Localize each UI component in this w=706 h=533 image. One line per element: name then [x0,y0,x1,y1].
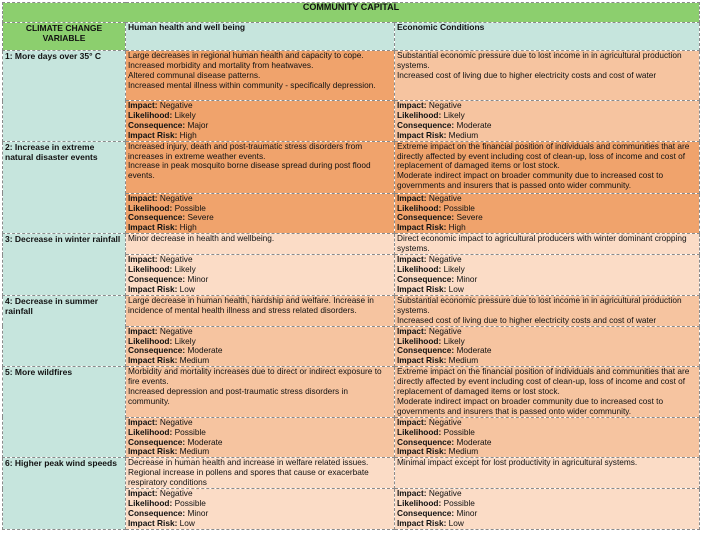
impact-label: Impact: [397,488,427,499]
table-body [3,51,700,530]
risk-value: Medium [179,355,210,366]
health-impact-cell [126,101,395,142]
likelihood-label: Likelihood: [397,264,442,275]
risk-value: High [179,129,197,140]
impact-value: Negative [428,100,462,110]
risk-line [128,131,392,141]
risk-value: Low [448,517,464,528]
consequence-value: Moderate [187,345,223,356]
likelihood-value: Possible [174,426,206,437]
column-header-variable: CLIMATE CHANGE VARIABLE [3,23,126,51]
impact-label: Impact: [397,100,427,110]
table-row [3,234,700,255]
impact-value: Negative [159,193,193,203]
health-description-cell [126,458,395,489]
risk-label: Impact Risk: [128,446,178,457]
consequence-label: Consequence: [128,119,186,130]
consequence-label: Consequence: [128,436,186,447]
impact-label: Impact: [397,326,427,336]
likelihood-label: Likelihood: [128,498,173,508]
likelihood-label: Likelihood: [128,426,173,437]
risk-label: Impact Risk: [397,283,447,294]
impact-value: Negative [428,488,462,499]
health-description-line: Increased morbidity and mortality from heatwaves. [128,59,314,70]
likelihood-label: Likelihood: [128,264,173,275]
economic-description-cell [395,141,700,193]
risk-label: Impact Risk: [397,446,447,457]
risk-line [128,447,392,457]
impact-label: Impact: [397,193,427,203]
consequence-value: Moderate [456,436,492,447]
risk-line [128,223,392,233]
health-impact-cell [126,417,395,458]
likelihood-value: Possible [443,498,475,508]
health-description-line: Increased mental illness within community - specifically depression. [128,79,376,90]
climate-variable-cell: 6: Higher peak wind speeds [3,458,126,529]
impact-value: Negative [159,488,193,499]
impact-value: Negative [428,193,462,203]
impact-label: Impact: [128,417,158,427]
health-description-cell [126,295,395,326]
economic-description-cell [395,51,700,101]
health-description-cell [126,51,395,101]
health-description-cell [126,367,395,418]
consequence-label: Consequence: [128,212,186,223]
climate-variable-cell: 5: More wildfires [3,367,126,458]
health-description-line: Minor decrease in health and wellbeing. [128,233,275,244]
impact-value: Negative [159,417,193,427]
likelihood-label: Likelihood: [397,335,442,346]
risk-label: Impact Risk: [128,129,178,140]
health-description-line: Increase in peak mosquito borne disease spread during post flood events. [128,160,371,181]
consequence-label: Consequence: [397,507,455,518]
economic-description-cell [395,234,700,255]
likelihood-label: Likelihood: [128,335,173,346]
column-header-health: Human health and well being [126,23,395,51]
likelihood-label: Likelihood: [397,109,442,120]
health-description-cell [126,141,395,193]
impact-value: Negative [428,254,462,265]
risk-line [397,447,697,457]
economic-description-line: Moderate indirect impact on broader community due to increased cost to governments and insurers that is passed onto wider community. [397,170,664,191]
economic-description-cell [395,367,700,418]
impact-line [397,327,697,337]
consequence-value: Severe [187,212,214,223]
economic-description-cell [395,458,700,489]
consequence-value: Minor [187,507,209,518]
health-description-line: Increased injury, death and post-traumatic stress disorders from increases in extreme weather events. [128,141,363,161]
risk-label: Impact Risk: [397,517,447,528]
likelihood-value: Possible [174,202,206,213]
consequence-value: Moderate [456,345,492,356]
risk-value: Low [179,283,195,294]
risk-value: Medium [448,446,479,457]
likelihood-value: Likely [443,335,465,346]
risk-label: Impact Risk: [397,222,447,233]
risk-value: High [448,222,466,233]
risk-value: High [179,222,197,233]
likelihood-value: Possible [174,498,206,508]
health-description-line: Regional increase in pollens and spores that cause or exacerbate respiratory conditions [128,467,369,488]
table-row [3,458,700,489]
economic-description-line: Moderate indirect impact on broader community due to increased cost to governments and insurers that is passed onto wider community. [397,395,664,416]
community-capital-table [2,2,700,530]
risk-line [397,285,697,295]
risk-value: Low [179,517,195,528]
economic-description-line: Substantial economic pressure due to lost income in in agricultural production systems. [397,50,682,70]
likelihood-label: Likelihood: [128,109,173,120]
risk-line [397,356,697,366]
impact-label: Impact: [128,100,158,110]
consequence-label: Consequence: [397,345,455,356]
health-impact-cell [126,255,395,296]
health-impact-cell [126,489,395,530]
risk-value: Low [448,283,464,294]
column-header-economic: Economic Conditions [395,23,700,51]
health-description-line: Altered communal disease patterns. [128,69,261,80]
economic-description-line: Minimal impact except for lost productivity in agricultural systems. [397,457,638,468]
consequence-value: Moderate [456,119,492,130]
consequence-label: Consequence: [397,212,455,223]
health-description-line: Large decreases in regional human health and capacity to cope. [128,50,364,60]
risk-label: Impact Risk: [397,129,447,140]
risk-line [397,223,697,233]
economic-impact-cell [395,101,700,142]
health-description-cell [126,234,395,255]
likelihood-label: Likelihood: [397,498,442,508]
consequence-value: Minor [187,274,209,285]
risk-label: Impact Risk: [128,517,178,528]
table-row [3,51,700,101]
table-row [3,141,700,193]
economic-description-line: Extreme impact on the financial position of individuals and communities that are directly affected by event including cost of clean-up, loss of income and cost of replacement of damaged items or lost stock. [397,141,690,171]
consequence-label: Consequence: [128,274,186,285]
risk-line [397,519,697,529]
consequence-value: Minor [456,507,478,518]
likelihood-value: Likely [174,264,196,275]
risk-value: Medium [179,446,210,457]
economic-impact-cell [395,255,700,296]
table-row [3,295,700,326]
climate-variable-cell: 4: Decrease in summer rainfall [3,295,126,366]
economic-impact-cell [395,326,700,367]
climate-variable-cell: 3: Decrease in winter rainfall [3,234,126,296]
impact-value: Negative [428,326,462,336]
economic-description-line: Increased cost of living due to higher electricity costs and cost of water [397,69,657,80]
risk-label: Impact Risk: [128,222,178,233]
consequence-label: Consequence: [397,274,455,285]
likelihood-value: Likely [174,109,196,120]
health-description-line: Large decrease in human health, hardship and welfare. Increase in incidence of mental health illness and stress related disorders. [128,295,374,315]
risk-label: Impact Risk: [128,355,178,366]
economic-description-cell [395,295,700,326]
risk-line [128,519,392,529]
likelihood-label: Likelihood: [397,202,442,213]
table-title: COMMUNITY CAPITAL [3,3,700,23]
impact-label: Impact: [128,488,158,499]
impact-value: Negative [159,254,193,265]
impact-value: Negative [428,417,462,427]
health-description-line: Morbidity and mortality increases due to direct or indirect exposure to fire events. [128,366,382,387]
impact-value: Negative [159,100,193,110]
likelihood-value: Possible [443,202,475,213]
impact-label: Impact: [128,254,158,265]
impact-label: Impact: [397,254,427,265]
economic-impact-cell [395,489,700,530]
consequence-value: Moderate [187,436,223,447]
impact-value: Negative [159,326,193,336]
economic-impact-cell [395,417,700,458]
climate-variable-cell: 1: More days over 35° C [3,51,126,142]
climate-variable-cell: 2: Increase in extreme natural disaster events [3,141,126,234]
likelihood-value: Likely [174,335,196,346]
consequence-label: Consequence: [128,507,186,518]
health-impact-cell [126,193,395,234]
impact-label: Impact: [128,326,158,336]
consequence-value: Severe [456,212,483,223]
likelihood-value: Likely [443,264,465,275]
risk-line [397,131,697,141]
risk-value: Medium [448,129,479,140]
likelihood-label: Likelihood: [128,202,173,213]
likelihood-value: Possible [443,426,475,437]
risk-line [128,285,392,295]
consequence-label: Consequence: [397,436,455,447]
consequence-value: Minor [456,274,478,285]
consequence-label: Consequence: [128,345,186,356]
economic-description-line: Direct economic impact to agricultural producers with winter dominant cropping systems. [397,233,687,254]
consequence-value: Major [187,119,209,130]
health-description-line: Decrease in human health and increase in welfare related issues. [128,457,369,468]
economic-description-line: Extreme impact on the financial position of individuals and communities that are directly affected by event including cost of clean-up, loss of income and cost of replacement of damaged items or lost stock. [397,366,690,397]
risk-label: Impact Risk: [128,283,178,294]
consequence-label: Consequence: [397,119,455,130]
likelihood-label: Likelihood: [397,426,442,437]
impact-label: Impact: [128,193,158,203]
impact-label: Impact: [397,417,427,427]
risk-label: Impact Risk: [397,355,447,366]
economic-impact-cell [395,193,700,234]
health-impact-cell [126,326,395,367]
economic-description-line: Substantial economic pressure due to lost income in in agricultural production systems. [397,295,682,315]
risk-line [128,356,392,366]
economic-description-line: Increased cost of living due to higher electricity costs and cost of water [397,314,657,325]
risk-value: Medium [448,355,479,366]
health-description-line: Increased depression and post-traumatic stress disorders in community. [128,386,348,406]
likelihood-value: Likely [443,109,465,120]
table-row [3,367,700,418]
